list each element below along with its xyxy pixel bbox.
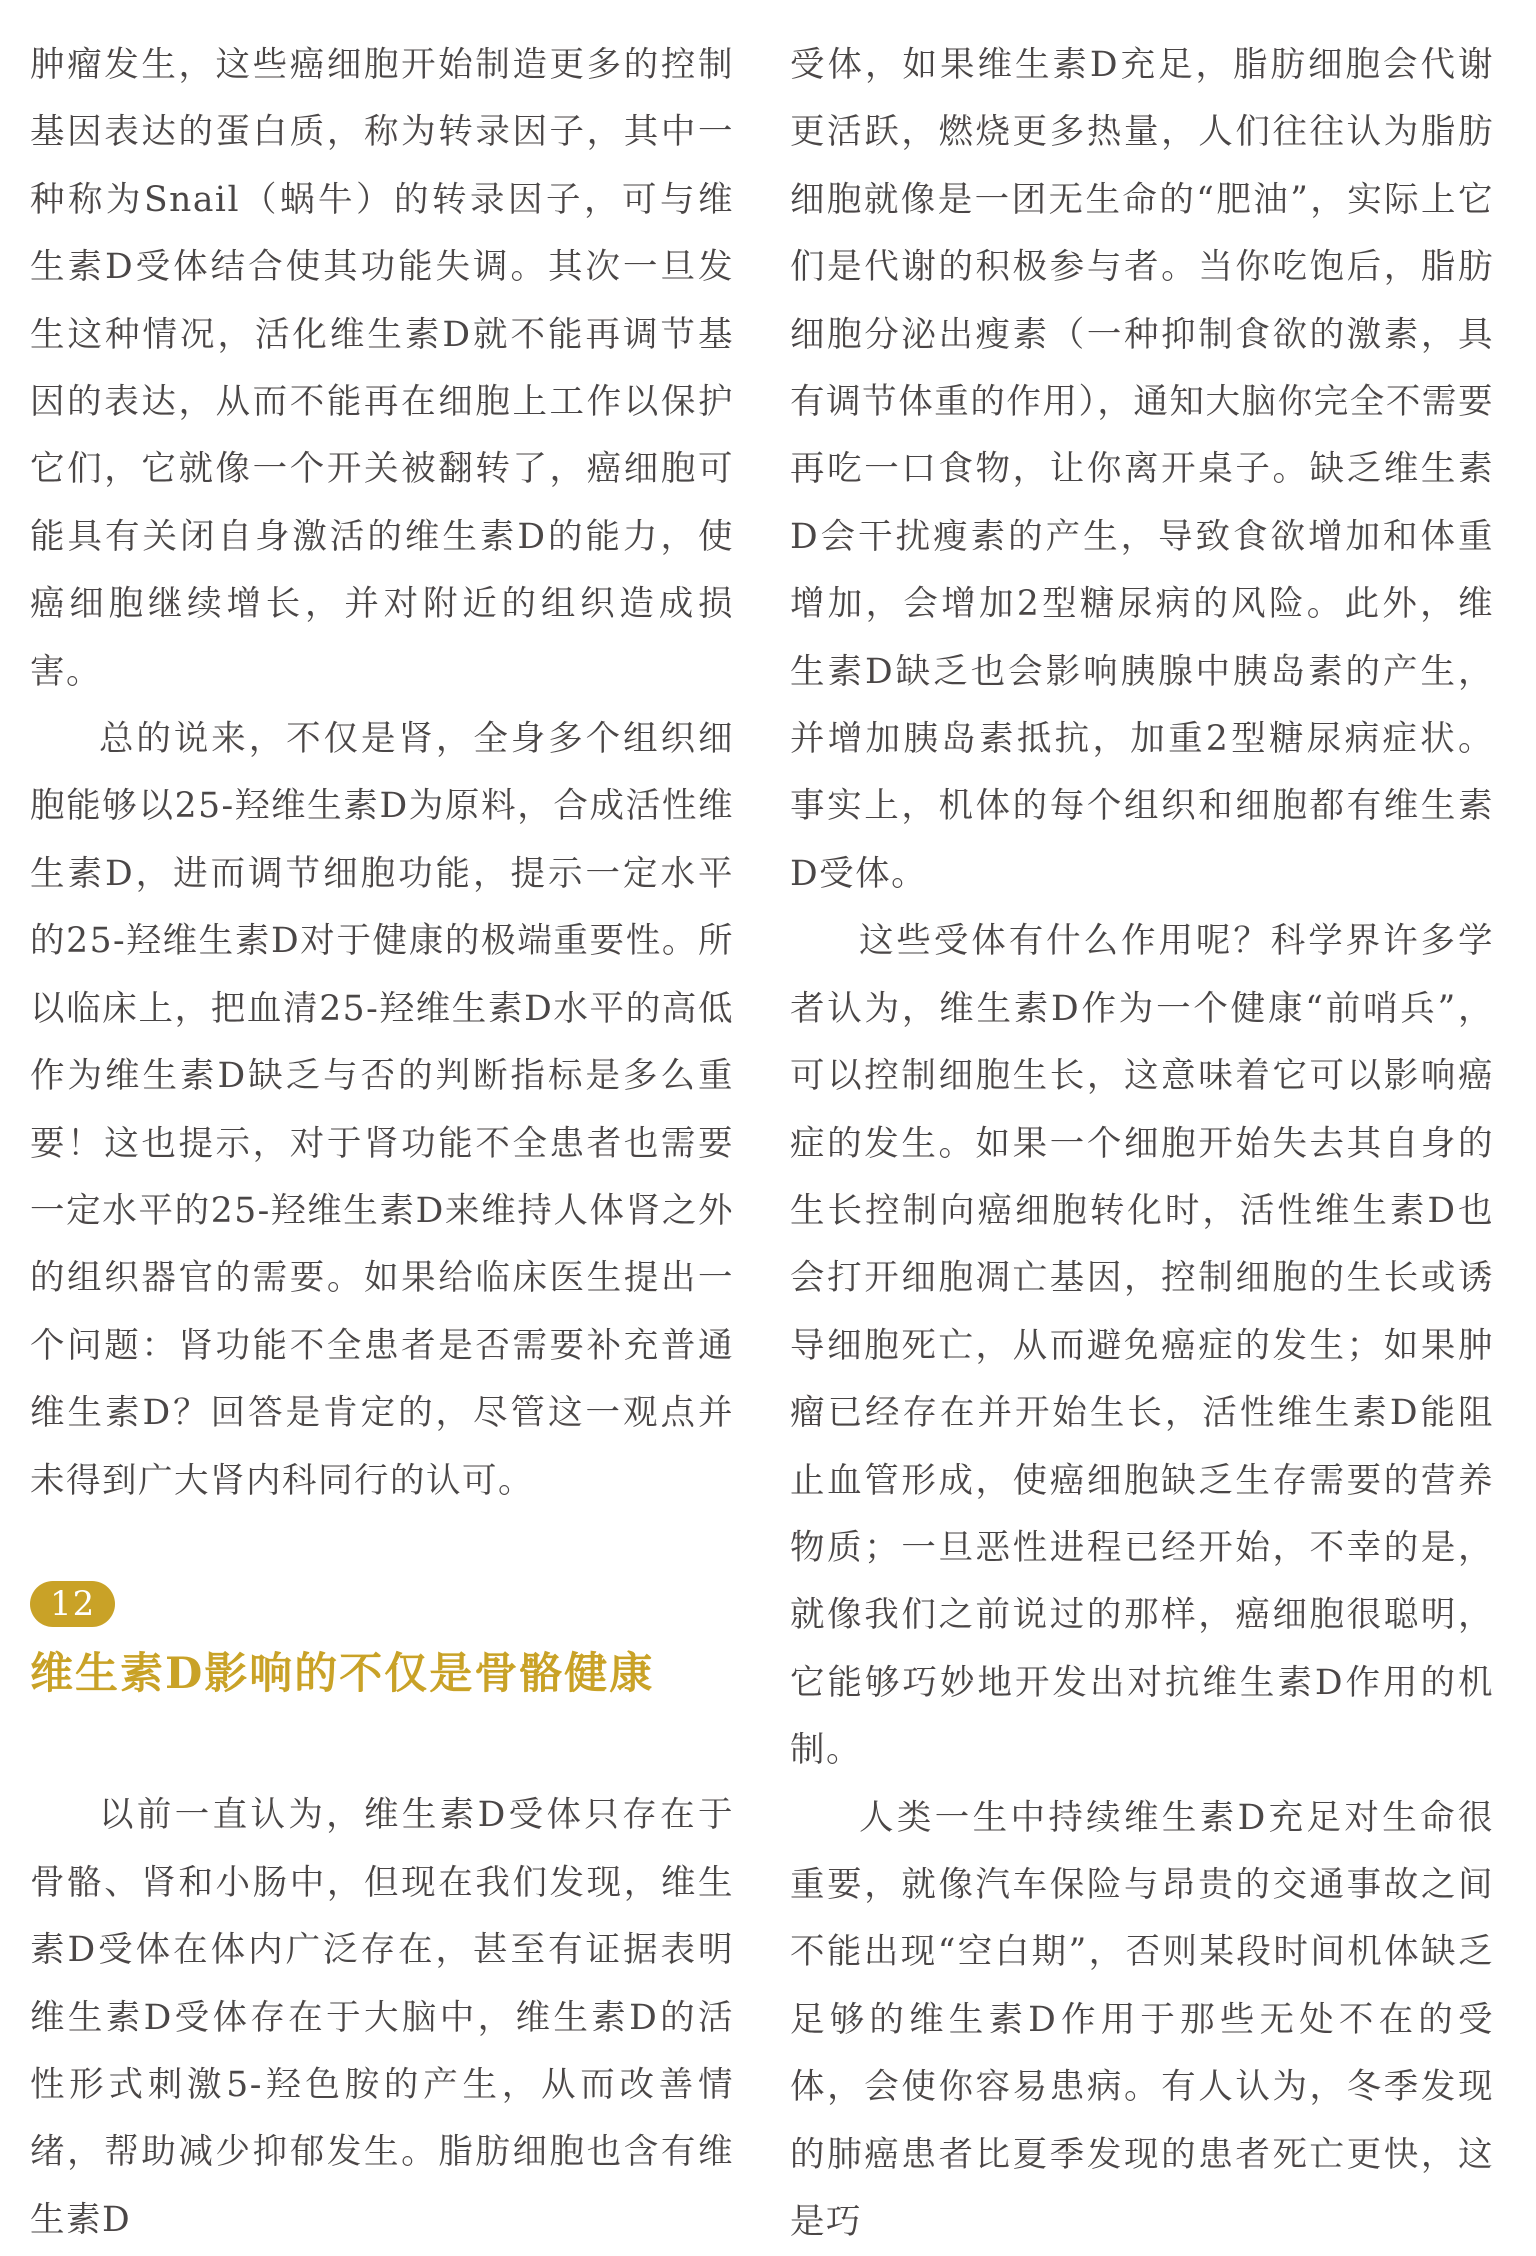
section-number-badge: 12 (30, 1581, 115, 1627)
paragraph: 总的说来，不仅是肾，全身多个组织细胞能够以25-羟维生素D为原料，合成活性维生素D，进而调节细胞功能，提示一定水平的25-羟维生素D对于健康的极端重要性。所以临床上，把血清25-羟维生素D水平的高低作为维生素D缺乏与否的判断指标是多么重要！这也提示，对于肾功能不全患者也需要一定水平的25-羟维生素D来维持人体肾之外的组织器官的需要。如果给临床医生提出一个问题：肾功能不全患者是否需要补充普通维生素D？回答是肯定的，尽管这一观点并未得到广大肾内科同行的认可。 (30, 719, 734, 1501)
right-column (790, 32, 1494, 2256)
paragraph: 以前一直认为，维生素D受体只存在于骨骼、肾和小肠中，但现在我们发现，维生素D受体在体内广泛存在，甚至有证据表明维生素D受体存在于大脑中，维生素D的活性形式刺激5-羟色胺的产生，从而改善情绪，帮助减少抑郁发生。脂肪细胞也含有维生素D (30, 1795, 734, 2240)
paragraph: 受体，如果维生素D充足，脂肪细胞会代谢更活跃，燃烧更多热量，人们往往认为脂肪细胞就像是一团无生命的“肥油”，实际上它们是代谢的积极参与者。当你吃饱后，脂肪细胞分泌出瘦素（一种抑制食欲的激素，具有调节体重的作用），通知大脑你完全不需要再吃一口食物，让你离开桌子。缺乏维生素D会干扰瘦素的产生，导致食欲增加和体重增加，会增加2型糖尿病的风险。此外，维生素D缺乏也会影响胰腺中胰岛素的产生，并增加胰岛素抵抗，加重2型糖尿病症状。事实上，机体的每个组织和细胞都有维生素D受体。 (790, 45, 1494, 894)
left-column (30, 32, 734, 2254)
paragraph: 肿瘤发生，这些癌细胞开始制造更多的控制基因表达的蛋白质，称为转录因子，其中一种称为Snail（蜗牛）的转录因子，可与维生素D受体结合使其功能失调。其次一旦发生这种情况，活化维生素D就不能再调节基因的表达，从而不能再在细胞上工作以保护它们，它就像一个开关被翻转了，癌细胞可能具有关闭自身激活的维生素D的能力，使癌细胞继续增长，并对附近的组织造成损害。 (30, 45, 734, 692)
section-header (30, 1571, 734, 1704)
paragraph: 人类一生中持续维生素D充足对生命很重要，就像汽车保险与昂贵的交通事故之间不能出现“空白期”，否则某段时间机体缺乏足够的维生素D作用于那些无处不在的受体，会使你容易患病。有人认为，冬季发现的肺癌患者比夏季发现的患者死亡更快，这是巧 (790, 1797, 1494, 2242)
section-title: 维生素D影响的不仅是骨骼健康 (30, 1649, 655, 1700)
paragraph: 这些受体有什么作用呢？科学界许多学者认为，维生素D作为一个健康“前哨兵”，可以控制细胞生长，这意味着它可以影响癌症的发生。如果一个细胞开始失去其自身的生长控制向癌细胞转化时，活性维生素D也会打开细胞凋亡基因，控制细胞的生长或诱导细胞死亡，从而避免癌症的发生；如果肿瘤已经存在并开始生长，活性维生素D能阻止血管形成，使癌细胞缺乏生存需要的营养物质；一旦恶性进程已经开始，不幸的是，就像我们之前说过的那样，癌细胞很聪明，它能够巧妙地开发出对抗维生素D作用的机制。 (790, 921, 1494, 1771)
